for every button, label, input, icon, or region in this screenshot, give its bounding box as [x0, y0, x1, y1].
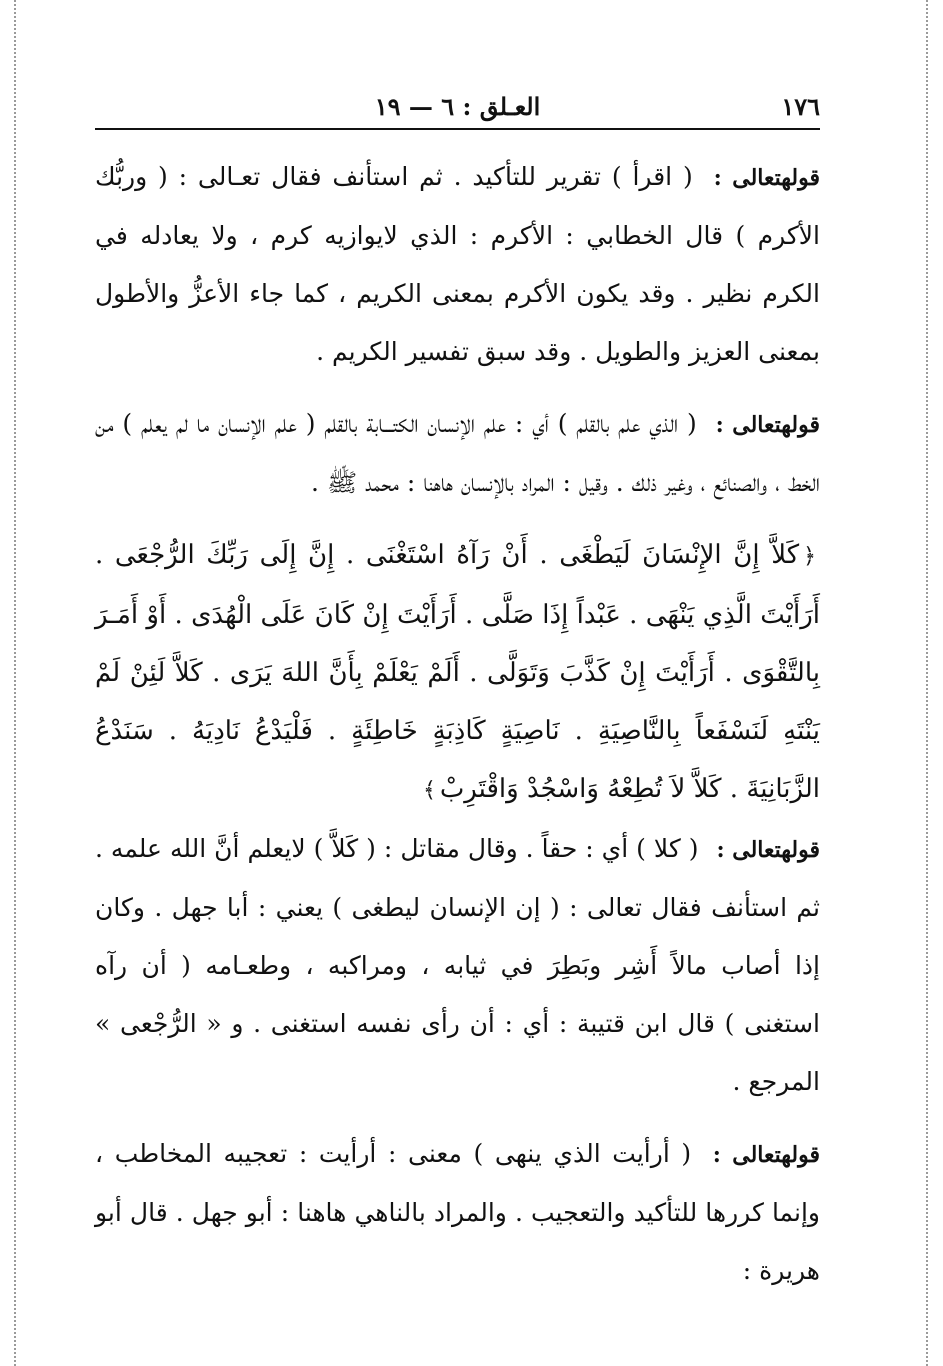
paragraph-label: قولهتعالى : — [716, 837, 820, 863]
verse-text: كَلاَّ إِنَّ الإِنْسَانَ لَيَطْغَى . أَنْ رَآهُ اسْتَغْنَى . إِنَّ إِلَى رَبِّكَ الرُّجْعَى . أَرَأَيْتَ الَّذِي يَنْهَى . عَبْداً إِذَا صَلَّى . أَرَأَيْتَ إِنْ كَانَ عَلَى الْهُدَى . أَوْ أَمَـرَ بِالتَّقْوَى . أَرَأَيْتَ إِنْ كَذَّبَ وَتَوَلَّى . أَلَمْ يَعْلَمْ بِأَنَّ اللهَ يَرَى . كَلاَّ لَئِنْ لَمْ يَنْتَهِ لَنَسْفَعاً بِالنَّاصِيَةِ . نَاصِيَةٍ كَاذِبَةٍ خَاطِئَةٍ . فَلْيَدْعُ نَادِيَهُ . سَنَدْعُ الزَّبَانِيَةَ . كَلاَّ لاَ تُطِعْهُ وَاسْجُدْ وَاقْتَرِبْ — [95, 540, 820, 804]
running-title: العـلق : ٦ — ١٩ — [374, 92, 541, 121]
paragraph-label: قولهتعالى : — [712, 1142, 820, 1168]
paragraph-text: ( أرأيت الذي ينهى ) معنى : أرأيت : تعجيبه المخاطب ، وإنما كررها للتأكيد والتعجيب . والمراد بالناهي هاهنا : أبو جهل . قال أبو هريرة : — [95, 1139, 820, 1285]
page-edge-left — [14, 0, 16, 1366]
page-body — [95, 148, 820, 1300]
page-number: ١٧٦ — [781, 92, 820, 121]
commentary-paragraph — [95, 820, 820, 1111]
header-rule — [95, 128, 820, 130]
commentary-paragraph — [95, 395, 820, 512]
quran-verse-block — [95, 526, 820, 820]
page-header — [95, 92, 820, 126]
paragraph-label: قولهتعالى : — [715, 412, 820, 438]
commentary-paragraph — [95, 148, 820, 381]
page-edge-right — [926, 0, 928, 1366]
verse-open-bracket: ﴿ — [803, 544, 816, 569]
paragraph-text: ( اقرأ ) تقرير للتأكيد . ثم استأنف فقال تعـالى : ( وربُّك الأكرم ) قال الخطابي : الأكرم : الذي لايوازيه كرم ، ولا يعادله في الكرم نظير . وقد يكون الأكرم بمعنى الكريم ، كما جاء الأعزُّ والأطول بمعنى العزيز والطويل . وقد سبق تفسير الكريم . — [95, 162, 820, 366]
verse-close-bracket: ﴾ — [422, 778, 436, 803]
commentary-paragraph — [95, 1125, 820, 1300]
paragraph-text: ( الذي علم بالقلم ) أي : علم الإنسان الكتـــابة بالقلم ( علم الإنسان ما لم يعلم ) من الخط ، والصنائع ، وغير ذلك . وقيل : المراد بالإنسان هاهنا : محمد ﷺ . — [95, 409, 820, 497]
paragraph-text: ( كلا ) أي : حقاً . وقال مقاتل : ( كَلاَّ ) لايعلم أنَّ الله علمه . ثم استأنف فقال تعالى : ( إن الإنسان ليطغى ) يعني : أبا جهل . وكان إذا أصاب مالاً أَشِر وبَطِرَ في ثيابه ، ومراكبه ، وطعـامه ( أن رآه استغنى ) قال ابن قتيبة : أي : أن رأى نفسه استغنى . و « الرُّجْعى » المرجع . — [95, 834, 820, 1096]
paragraph-label: قولهتعالى : — [713, 165, 820, 191]
